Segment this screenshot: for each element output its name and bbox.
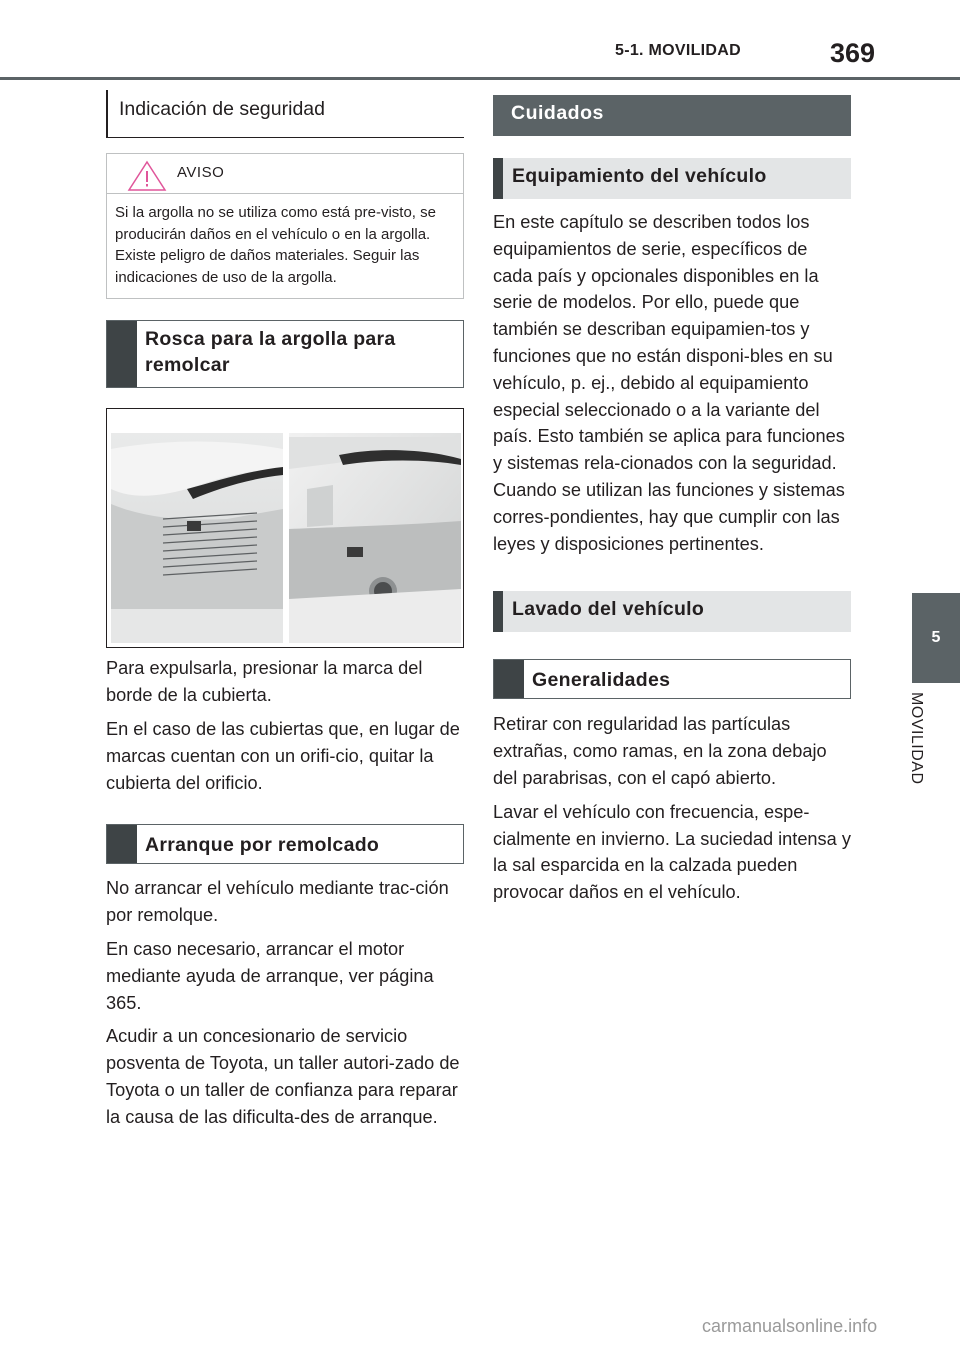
heading-accent-bar	[493, 591, 503, 632]
lavado-paragraph: Retirar con regularidad las partículas extrañas, como ramas, en la zona debajo del parabrisas, con el capó abierto.	[493, 714, 827, 788]
warning-box	[106, 153, 464, 299]
warning-text: Si la argolla no se utiliza como está pre-visto, se producirán daños en el vehículo o en la argolla. Existe peligro de daños materiales. Seguir las indicaciones de uso de la argolla.	[115, 204, 436, 286]
heading-accent-bar	[494, 660, 524, 698]
arranque-paragraph-text: En caso necesario, arrancar el motor mediante ayuda de arranque, ver página 365.	[106, 938, 434, 1013]
lavado-heading	[493, 591, 851, 632]
safety-heading: Indicación de seguridad	[106, 90, 464, 138]
arranque-paragraph: Acudir a un concesionario de servicio posventa de Toyota, un taller autori-zado de Toyota o un taller de confianza para reparar la causa de las dificulta-des de arranque.	[106, 1026, 460, 1127]
chapter-tab[interactable]	[912, 593, 960, 683]
right-column	[493, 95, 851, 906]
arranque-heading	[106, 824, 464, 864]
chapter-number: 5	[931, 629, 941, 646]
page-number: 369	[830, 38, 876, 68]
warning-header	[107, 154, 463, 194]
bumper-illustration-svg	[107, 409, 463, 647]
rosca-paragraph: En el caso de las cubiertas que, en lugar de marcas cuentan con un orifi-cio, quitar la cubierta del orificio.	[106, 718, 460, 793]
left-column	[106, 90, 464, 1131]
footer-watermark: carmanualsonline.info	[702, 1316, 878, 1336]
warning-triangle-icon	[127, 160, 167, 192]
arranque-paragraph: No arrancar el vehículo mediante trac-ción por remolque.	[106, 878, 449, 926]
warning-title: AVISO	[177, 164, 225, 181]
chapter-label: MOVILIDAD	[908, 692, 925, 785]
equipamiento-heading	[493, 158, 851, 199]
arranque-heading-text: Arranque por remolcado	[145, 834, 380, 857]
rosca-heading	[106, 320, 464, 388]
heading-accent-bar	[493, 158, 503, 199]
heading-accent-bar	[107, 321, 137, 387]
heading-accent-bar	[107, 825, 137, 863]
equipamiento-paragraph: En este capítulo se describen todos los equipamientos de serie, específicos de cada país y opcionales disponibles en la serie de modelos. Por ello, puede que también se describan equipamien-tos y funciones que no están disponi-bles en su vehículo, p. ej., debido al equipamiento especial seleccionado o a la variante del país. Esto también se aplica para funciones y sistemas rela-cionados con la seguridad. Cuando se utilizan las funciones y sistemas corres-pondientes, hay que cumplir con las leyes y disposiciones pertinentes.	[493, 212, 845, 554]
generalidades-heading	[493, 659, 851, 699]
rosca-paragraph: Para expulsarla, presionar la marca del borde de la cubierta.	[106, 658, 423, 706]
header-divider	[0, 77, 960, 80]
section-title: Cuidados	[493, 95, 851, 136]
equipamiento-heading-text: Equipamiento del vehículo	[512, 165, 767, 187]
lavado-heading-text: Lavado del vehículo	[512, 598, 705, 621]
lavado-paragraph: Lavar el vehículo con frecuencia, espe-cialmente en invierno. La suciedad intensa y la sal esparcida en la calzada pueden provocar daños en el vehículo.	[493, 801, 851, 903]
running-header-section: 5-1. MOVILIDAD	[615, 42, 741, 59]
arranque-paragraph	[106, 936, 464, 1016]
generalidades-heading-text: Generalidades	[532, 669, 671, 692]
car-bumper-illustration	[106, 408, 464, 648]
rosca-heading-text: Rosca para la argolla para remolcar	[145, 328, 396, 377]
